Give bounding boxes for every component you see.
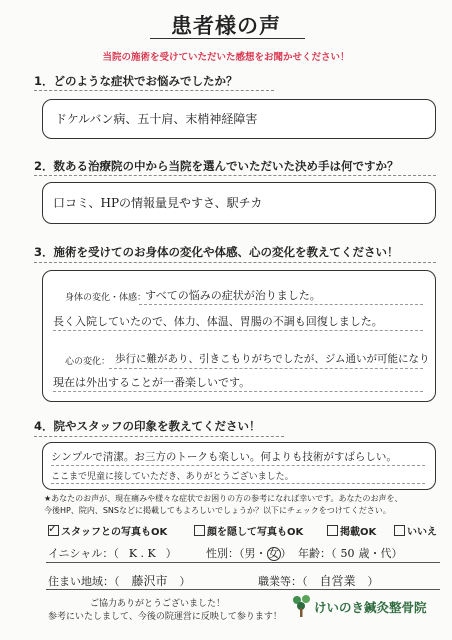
age-suffix: 歳・代）: [358, 547, 403, 560]
notice-line-2: 今後HP、院内、SNSなどに掲載してもよろしいでしょうか？以下にチェックをつけてください。: [44, 506, 391, 515]
question-4-label: 4．院やスタッフの印象を教えてください！: [34, 419, 261, 433]
page-subtitle: 当院の施術を受けていただいた感想をお聞かせください！: [102, 52, 350, 63]
answer-4-line-2: ここまで児童に接していただき、ありがとうございました。: [51, 472, 294, 482]
gender-field: [206, 545, 292, 561]
writing-line: [109, 368, 423, 369]
writing-line: [53, 391, 423, 392]
mind-change-line-1: 歩行に難があり、引きこもりがちでしたが、ジム通いが可能になり: [115, 353, 430, 365]
checkbox-icon: [394, 525, 405, 536]
mind-change-line-2: 現在は外出することが一番楽しいです。: [53, 376, 251, 389]
age-value: 50: [340, 547, 355, 560]
checkbox-icon: [327, 525, 338, 536]
writing-line: [139, 304, 423, 305]
page-title: 患者様の声: [171, 14, 281, 38]
answer-2-text: 口コミ、HPの情報量見やすさ、駅チカ: [53, 196, 263, 210]
initials-value: K . K: [128, 547, 156, 560]
job-close: ）: [367, 575, 379, 588]
writing-line: [51, 465, 425, 466]
area-field: [48, 572, 191, 589]
writing-line: [53, 330, 423, 331]
answer-1-box: [42, 99, 436, 139]
question-2-rule: [34, 175, 436, 176]
checkbox-icon: [194, 525, 205, 536]
answer-1-text: ドケルバン病、五十肩、末梢神経障害: [55, 112, 258, 126]
body-change-line-1: すべての悩みの症状が治りました。: [145, 289, 321, 302]
gender-label: 性別：（男・: [206, 547, 267, 560]
answer-2-box: [42, 182, 436, 224]
initials-label: イニシャル：（: [48, 547, 119, 560]
question-3-label: 3．施術を受けてのお身体の変化や体感、心の変化を教えてください！: [34, 245, 399, 259]
consent-no-checkbox[interactable]: [394, 523, 437, 538]
area-close: ）: [179, 575, 191, 588]
footer-message: 参考にいたしまして、今後の院運営に反映して参ります！: [48, 612, 282, 622]
answer-3-box: [42, 270, 436, 402]
clinic-logo-icon: [291, 594, 313, 618]
age-field: [298, 545, 403, 561]
job-value: 自営業: [319, 574, 356, 588]
writing-line: [51, 483, 425, 484]
question-3-rule: [34, 262, 436, 263]
consent-staff-photo-checkbox[interactable]: [48, 523, 167, 538]
footer-thanks: ご協力ありがとうございました！: [90, 599, 226, 609]
clinic-name: けいのき鍼灸整骨院: [314, 600, 427, 615]
title-underline: [150, 38, 305, 39]
question-1-rule: [34, 90, 274, 91]
consent-staff-photo-label: スタッフとの写真もOK: [61, 527, 168, 538]
consent-publish-label: 掲載OK: [340, 527, 377, 538]
body-change-label: 身体の変化・体感：: [65, 293, 147, 303]
consent-no-label: いいえ: [407, 527, 437, 538]
job-field: [258, 572, 379, 589]
gender-value-circled: 女: [268, 547, 279, 560]
question-1-label: 1．どのような症状でお悩みでしたか？: [34, 74, 238, 88]
checked-box-icon: [48, 525, 59, 536]
mind-change-label: 心の変化：: [65, 357, 111, 367]
age-label: 年齢：（: [298, 547, 337, 560]
question-2-label: 2．数ある治療院の中から当院を選んでいただいた決め手は何ですか？: [34, 159, 399, 173]
area-label: 住まい地域：（: [48, 575, 120, 588]
area-value: 藤沢市: [131, 574, 168, 588]
consent-publish-checkbox[interactable]: [327, 523, 376, 538]
body-change-line-2: 長く入院していたので、体力、体温、胃腸の不調も回復しました。: [53, 315, 383, 328]
notice-line-1: ★あなたのお声が、現在痛みや様々な症状でお困りの方の参考になれば幸いです。あなたのお声を、: [44, 494, 403, 503]
consent-hidden-face-checkbox[interactable]: [194, 523, 303, 538]
initials-field: [48, 545, 177, 561]
initials-close: ）: [165, 547, 177, 560]
answer-4-box: [42, 442, 436, 490]
question-4-rule: [34, 436, 284, 437]
job-label: 職業等：（: [258, 575, 308, 588]
consent-hidden-face-label: 顔を隠して写真もOK: [207, 527, 304, 538]
profile-underline: [46, 562, 440, 563]
profile-underline: [46, 589, 440, 590]
gender-close: ）: [280, 547, 292, 560]
answer-4-line-1: シンプルで清潔。お三方のトークも楽しい。何よりも技術がすばらしい。: [51, 451, 397, 463]
